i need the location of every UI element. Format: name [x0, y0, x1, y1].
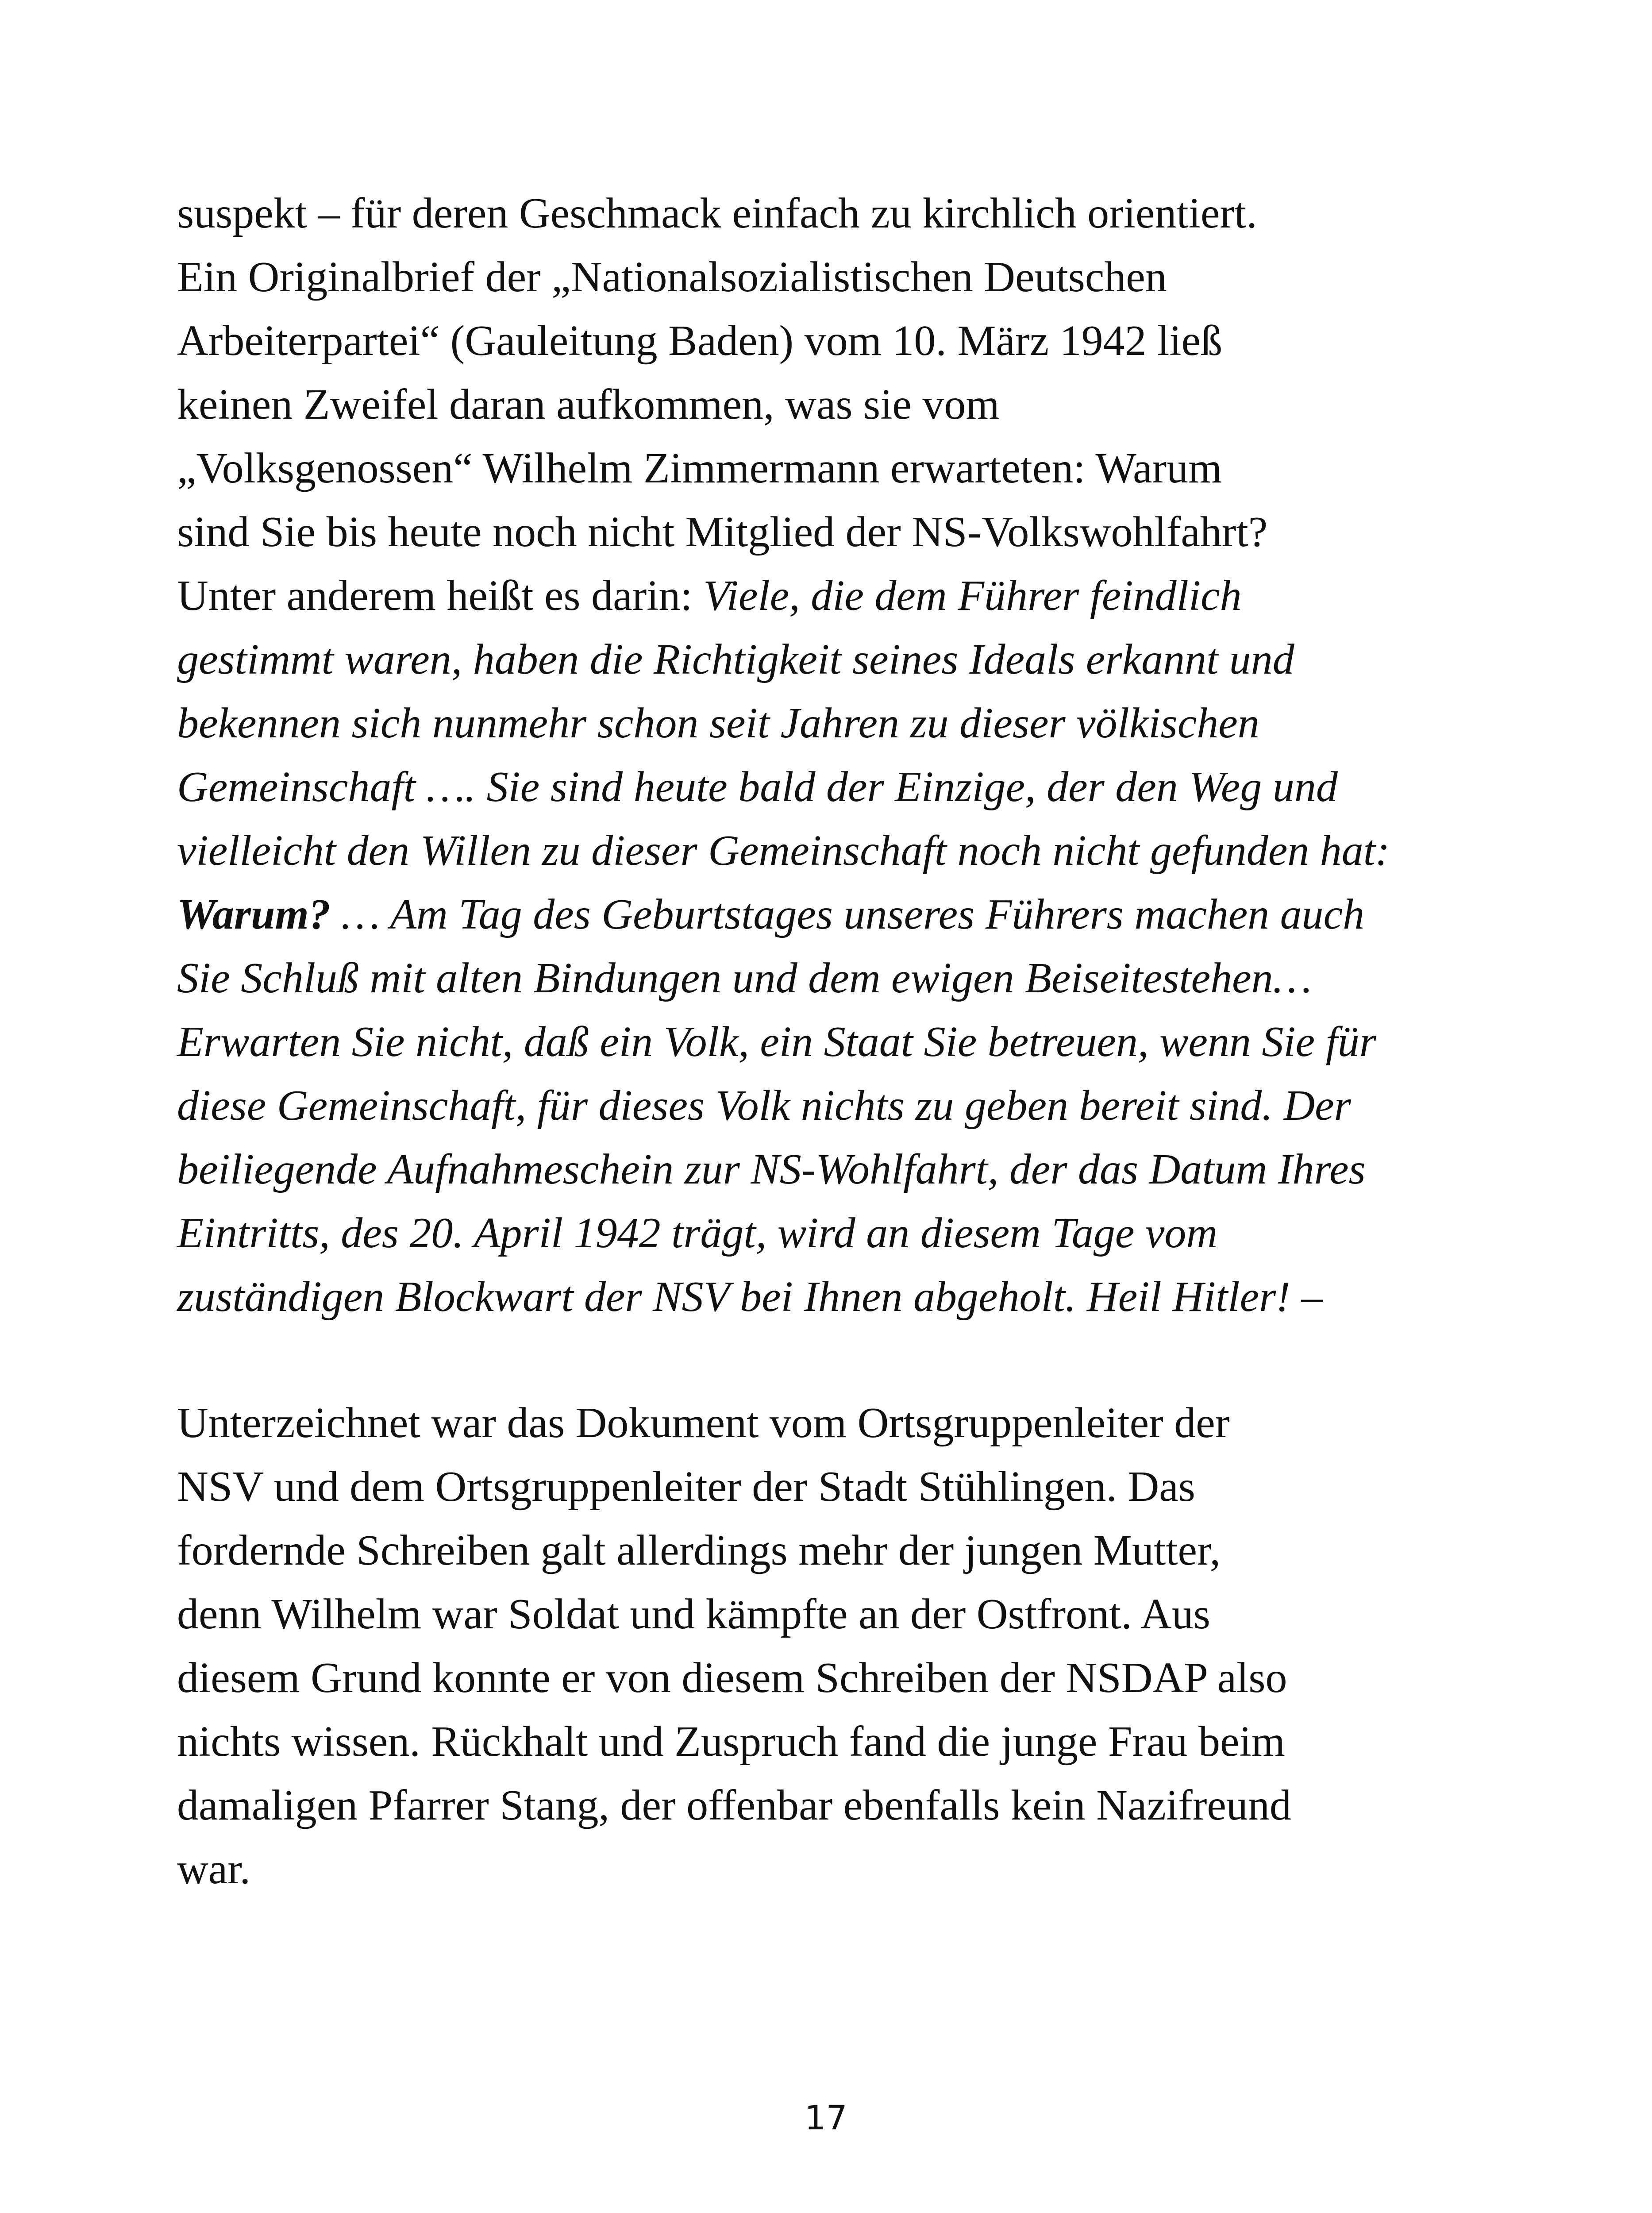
quote-line: gestimmt waren, haben die Richtigkeit seines Ideals erkannt und — [177, 636, 1294, 683]
text-line: denn Wilhelm war Soldat und kämpfte an der Ostfront. Aus — [177, 1590, 1210, 1638]
paragraph-2 — [177, 1391, 1460, 1901]
text-line-mixed — [177, 564, 1460, 628]
text-line: nichts wissen. Rückhalt und Zuspruch fand die junge Frau beim — [177, 1718, 1285, 1766]
text-line: Arbeiterpartei“ (Gauleitung Baden) vom 10. März 1942 ließ — [177, 317, 1223, 365]
text-line: NSV und dem Ortsgruppenleiter der Stadt Stühlingen. Das — [177, 1463, 1195, 1511]
quote-line: vielleicht den Willen zu dieser Gemeinschaft noch nicht gefunden hat: — [177, 827, 1390, 875]
text-line: keinen Zweifel daran aufkommen, was sie vom — [177, 381, 1000, 428]
quote-start: Viele, die dem Führer feindlich — [703, 572, 1242, 620]
quote-line: Sie Schluß mit alten Bindungen und dem ewigen Beiseitestehen… — [177, 954, 1312, 1002]
page-number: 17 — [805, 2098, 847, 2137]
text-line: damaligen Pfarrer Stang, der offenbar ebenfalls kein Nazifreund — [177, 1781, 1291, 1829]
quote-line: zuständigen Blockwart der NSV bei Ihnen abgeholt. Heil Hitler! – — [177, 1273, 1323, 1321]
quote-line: diese Gemeinschaft, für dieses Volk nichts zu geben bereit sind. Der — [177, 1082, 1351, 1130]
text-line: diesem Grund konnte er von diesem Schreiben der NSDAP also — [177, 1654, 1287, 1702]
intro-text: Unter anderem heißt es darin: — [177, 572, 704, 620]
quote-line: Gemeinschaft …. Sie sind heute bald der Einzige, der den Weg und — [177, 763, 1338, 811]
quote-line: Erwarten Sie nicht, daß ein Volk, ein Staat Sie betreuen, wenn Sie für — [177, 1018, 1376, 1066]
quote-line: Eintritts, des 20. April 1942 trägt, wird an diesem Tage vom — [177, 1209, 1218, 1257]
text-line: Unterzeichnet war das Dokument vom Ortsgruppenleiter der — [177, 1399, 1230, 1447]
text-line: fordernde Schreiben galt allerdings mehr der jungen Mutter, — [177, 1527, 1221, 1574]
text-line: suspekt – für deren Geschmack einfach zu kirchlich orientiert. — [177, 189, 1257, 237]
quote-line: beiliegende Aufnahmeschein zur NS-Wohlfahrt, der das Datum Ihres — [177, 1145, 1366, 1193]
text-line: sind Sie bis heute noch nicht Mitglied der NS-Volkswohlfahrt? — [177, 508, 1268, 556]
quote-line: bekennen sich nunmehr schon seit Jahren zu dieser völkischen — [177, 699, 1259, 747]
quote-line-mixed — [177, 883, 1460, 946]
emphasis-warum: Warum? — [177, 891, 331, 938]
text-line: „Volksgenossen“ Wilhelm Zimmermann erwarteten: Warum — [177, 444, 1222, 492]
text-line: Ein Originalbrief der „Nationalsozialistischen Deutschen — [177, 253, 1167, 301]
quote-text: … Am Tag des Geburtstages unseres Führers machen auch — [330, 891, 1365, 938]
paragraph-1 — [177, 181, 1460, 1329]
text-line: war. — [177, 1845, 250, 1893]
